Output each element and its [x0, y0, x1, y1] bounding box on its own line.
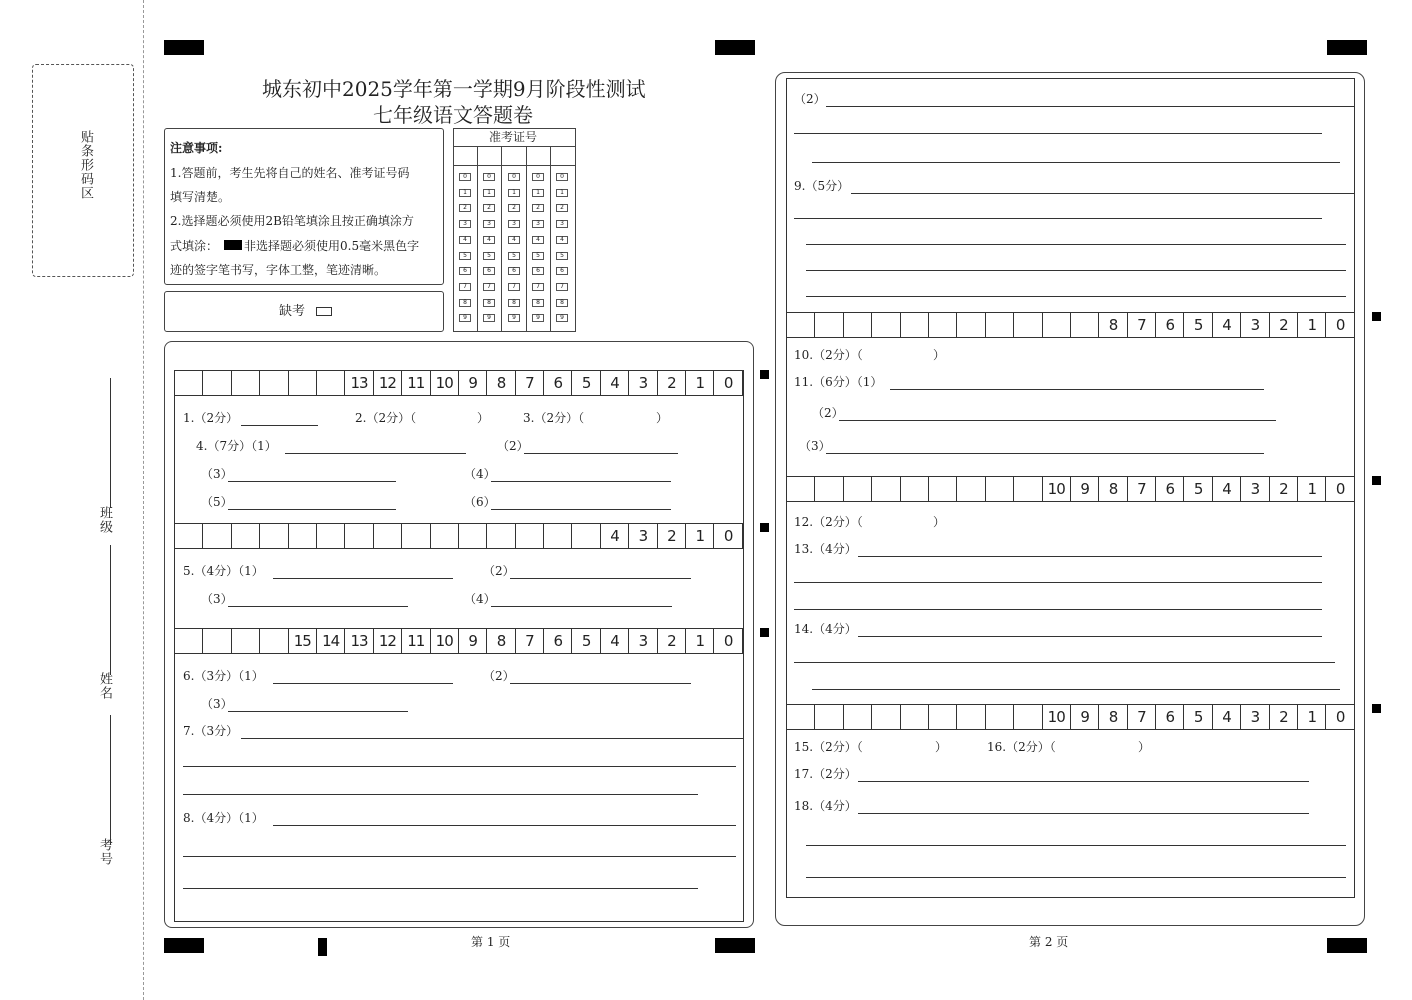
class-line: [110, 378, 111, 508]
score-cell[interactable]: 0: [714, 524, 742, 548]
exam-id-bubble[interactable]: 0: [556, 173, 568, 181]
notice-line: 式填涂：: [170, 239, 219, 253]
q9-line[interactable]: [806, 244, 1346, 245]
score-blank-cell: [901, 477, 929, 501]
score-cell[interactable]: 7: [1128, 313, 1156, 337]
exam-id-bubble[interactable]: 1: [483, 189, 495, 197]
q4-3-line[interactable]: [228, 481, 396, 482]
q1-label: 1.（2分）: [183, 411, 239, 425]
timing-mark: [1372, 476, 1381, 485]
score-blank-cell: [345, 524, 373, 548]
score-blank-cell: [402, 524, 430, 548]
score-cell[interactable]: 5: [1184, 705, 1212, 729]
score-cell[interactable]: 1: [1298, 477, 1326, 501]
q8-line[interactable]: [183, 856, 736, 857]
q8-label: 8.（4分）（1）: [183, 811, 264, 825]
exam-id-bubble[interactable]: 5: [556, 252, 568, 260]
score-blank-cell: [260, 629, 288, 653]
score-cell[interactable]: 4: [601, 371, 629, 395]
q8-2-line[interactable]: [826, 106, 1355, 107]
score-strip-10: [786, 704, 1355, 730]
q1-line[interactable]: [241, 425, 318, 426]
score-blank-cell: [815, 477, 843, 501]
score-cell[interactable]: 10: [1043, 477, 1071, 501]
score-blank-cell: [260, 524, 288, 548]
q16-close: ）: [1138, 740, 1151, 754]
q5-4-label: （4）: [464, 592, 496, 606]
notice-line: 2.选择题必须使用2B铅笔填涂且按正确填涂方: [170, 214, 414, 228]
exam-id-bubble[interactable]: 8: [556, 299, 568, 307]
timing-mark: [760, 370, 769, 379]
timing-mark: [318, 938, 327, 956]
score-cell[interactable]: 11: [402, 371, 430, 395]
exam-id-bubble[interactable]: 2: [508, 204, 520, 212]
score-cell[interactable]: 5: [572, 629, 600, 653]
notice-line: 迹的签字笔书写，字体工整，笔迹清晰。: [170, 263, 387, 277]
q9-line[interactable]: [794, 218, 1322, 219]
timing-mark: [1372, 704, 1381, 713]
exam-id-bubble[interactable]: 6: [556, 267, 568, 275]
exam-id-bubble[interactable]: 4: [483, 236, 495, 244]
exam-id-bubble[interactable]: 8: [483, 299, 495, 307]
q9-line[interactable]: [806, 270, 1346, 271]
q11-label: 11.（6分）（1）: [794, 375, 883, 389]
q17-line[interactable]: [858, 781, 1309, 782]
score-blank-cell: [872, 705, 900, 729]
score-blank-cell: [957, 313, 985, 337]
score-blank-cell: [175, 524, 203, 548]
q4-2-label: （2）: [497, 439, 529, 453]
exam-id-bubble[interactable]: 2: [556, 204, 568, 212]
q18-label: 18.（4分）: [794, 799, 857, 813]
exam-id-bubble[interactable]: 8: [508, 299, 520, 307]
exam-id-bubble[interactable]: 3: [459, 220, 471, 228]
exam-id-bubble[interactable]: 2: [483, 204, 495, 212]
score-strip-4: [174, 523, 743, 549]
score-blank-cell: [929, 705, 957, 729]
score-cell[interactable]: 3: [629, 371, 657, 395]
q4-1-line[interactable]: [285, 453, 466, 454]
score-cell[interactable]: 5: [1184, 477, 1212, 501]
exam-id-bubble[interactable]: 5: [459, 252, 471, 260]
notice-line: 1.答题前，考生先将自己的姓名、准考证号码: [170, 166, 410, 180]
q4-4-line[interactable]: [491, 481, 671, 482]
exam-id-bubble[interactable]: 1: [459, 189, 471, 197]
exam-id-bubble[interactable]: 0: [532, 173, 544, 181]
q8-line[interactable]: [183, 888, 698, 889]
q18-line[interactable]: [806, 845, 1346, 846]
q2-label: 2.（2分）（: [355, 411, 417, 425]
notice-line: 非选择题必须使用0.5毫米黑色字: [244, 239, 420, 253]
q15-close: ）: [935, 740, 948, 754]
score-blank-cell: [901, 705, 929, 729]
score-blank-cell: [572, 524, 600, 548]
score-blank-cell: [986, 477, 1014, 501]
score-cell[interactable]: 12: [374, 371, 402, 395]
score-blank-cell: [203, 629, 231, 653]
score-cell[interactable]: 0: [714, 371, 742, 395]
q9-line[interactable]: [851, 193, 1355, 194]
score-cell[interactable]: 5: [572, 371, 600, 395]
q8-2-line[interactable]: [812, 162, 1340, 163]
score-blank-cell: [317, 371, 345, 395]
score-cell[interactable]: 6: [1156, 313, 1184, 337]
score-blank-cell: [516, 524, 544, 548]
q11-3-label: （3）: [799, 439, 831, 453]
score-cell[interactable]: 11: [402, 629, 430, 653]
score-blank-cell: [431, 524, 459, 548]
score-blank-cell: [787, 477, 815, 501]
exam-id-bubble[interactable]: 2: [459, 204, 471, 212]
score-blank-cell: [872, 477, 900, 501]
exam-id-bubble[interactable]: 7: [459, 283, 471, 291]
score-cell[interactable]: 7: [516, 371, 544, 395]
q6-label: 6.（3分）（1）: [183, 669, 264, 683]
score-cell[interactable]: 3: [629, 629, 657, 653]
score-cell[interactable]: 0: [1326, 313, 1354, 337]
score-blank-cell: [872, 313, 900, 337]
score-blank-cell: [260, 371, 288, 395]
q4-label: 4.（7分）（1）: [196, 439, 277, 453]
q5-3-label: （3）: [201, 592, 233, 606]
score-cell[interactable]: 2: [1270, 705, 1298, 729]
score-cell[interactable]: 4: [601, 524, 629, 548]
score-blank-cell: [957, 705, 985, 729]
exam-id-bubble[interactable]: 1: [556, 189, 568, 197]
exam-id-bubble[interactable]: 6: [483, 267, 495, 275]
score-blank-cell: [175, 371, 203, 395]
exam-id-bubble[interactable]: 9: [532, 314, 544, 322]
q13-line[interactable]: [794, 582, 1322, 583]
score-cell[interactable]: 7: [1128, 477, 1156, 501]
exam-id-col-sep: [501, 146, 502, 332]
page-title: 城东初中2025学年第一学期9月阶段性测试: [262, 77, 646, 101]
class-label: 班级: [97, 506, 112, 534]
notice-heading: 注意事项:: [170, 141, 223, 155]
score-blank-cell: [544, 524, 572, 548]
score-cell[interactable]: 13: [345, 629, 373, 653]
page1-number: 第 1 页: [471, 935, 511, 949]
score-blank-cell: [815, 313, 843, 337]
score-blank-cell: [844, 705, 872, 729]
score-blank-cell: [1014, 313, 1042, 337]
score-cell[interactable]: 0: [1326, 477, 1354, 501]
name-line: [110, 545, 111, 675]
score-cell[interactable]: 12: [374, 629, 402, 653]
score-cell[interactable]: 9: [1071, 477, 1099, 501]
q14-line[interactable]: [794, 662, 1335, 663]
score-blank-cell: [232, 371, 260, 395]
q13-label: 13.（4分）: [794, 542, 857, 556]
exam-id-bubble[interactable]: 1: [508, 189, 520, 197]
q8-2-line[interactable]: [794, 133, 1322, 134]
q10-label: 10.（2分）（: [794, 348, 863, 362]
score-blank-cell: [1071, 313, 1099, 337]
exam-id-col-sep: [477, 146, 478, 332]
score-cell[interactable]: 4: [1213, 705, 1241, 729]
exam-id-bubble[interactable]: 9: [459, 314, 471, 322]
score-cell[interactable]: 2: [1270, 477, 1298, 501]
exam-id-bubble[interactable]: 4: [508, 236, 520, 244]
score-cell[interactable]: 8: [487, 371, 515, 395]
exam-id-col-sep: [550, 146, 551, 332]
q6-1-line[interactable]: [273, 683, 453, 684]
score-cell[interactable]: 2: [1270, 313, 1298, 337]
score-blank-cell: [232, 524, 260, 548]
exam-id-bubble[interactable]: 9: [556, 314, 568, 322]
score-cell[interactable]: 3: [1241, 705, 1269, 729]
q6-3-label: （3）: [201, 697, 233, 711]
score-cell[interactable]: 0: [1326, 705, 1354, 729]
score-cell[interactable]: 6: [1156, 477, 1184, 501]
score-cell[interactable]: 1: [686, 524, 714, 548]
score-cell[interactable]: 7: [516, 629, 544, 653]
timing-mark: [760, 523, 769, 532]
q18-line[interactable]: [858, 813, 1309, 814]
q5-2-label: （2）: [483, 564, 515, 578]
exam-id-input-row: [453, 165, 576, 166]
q3-close: ）: [656, 411, 669, 425]
q6-2-line[interactable]: [510, 683, 691, 684]
q4-2-line[interactable]: [524, 453, 678, 454]
q9-line[interactable]: [806, 296, 1346, 297]
score-blank-cell: [929, 477, 957, 501]
q7-label: 7.（3分）: [183, 724, 239, 738]
corner-mark: [715, 40, 755, 55]
q6-2-label: （2）: [483, 669, 515, 683]
q12-close: ）: [933, 515, 946, 529]
q8-line[interactable]: [273, 825, 736, 826]
q2-close: ）: [477, 411, 490, 425]
score-blank-cell: [1014, 705, 1042, 729]
score-cell[interactable]: 1: [686, 629, 714, 653]
exam-id-bubble[interactable]: 3: [508, 220, 520, 228]
score-cell[interactable]: 14: [317, 629, 345, 653]
score-cell[interactable]: 3: [1241, 477, 1269, 501]
q11-3-line[interactable]: [826, 453, 1264, 454]
q5-1-line[interactable]: [273, 578, 453, 579]
q5-4-line[interactable]: [491, 606, 672, 607]
exam-id-bubble[interactable]: 5: [508, 252, 520, 260]
score-cell[interactable]: 9: [459, 629, 487, 653]
timing-mark: [1372, 312, 1381, 321]
score-blank-cell: [1014, 477, 1042, 501]
q13-line[interactable]: [858, 556, 1322, 557]
q4-4-label: （4）: [464, 467, 496, 481]
q4-5-label: （5）: [201, 495, 233, 509]
student-id-label: 考号: [97, 838, 112, 866]
q4-6-line[interactable]: [491, 509, 671, 510]
q7-line[interactable]: [183, 794, 698, 795]
score-cell[interactable]: 8: [487, 629, 515, 653]
fold-line: [143, 0, 144, 1000]
score-cell[interactable]: 2: [658, 524, 686, 548]
q5-label: 5.（4分）（1）: [183, 564, 264, 578]
corner-mark: [1327, 938, 1367, 953]
q5-3-line[interactable]: [228, 606, 408, 607]
exam-id-col-sep: [526, 146, 527, 332]
score-blank-cell: [844, 313, 872, 337]
exam-id-bubble[interactable]: 4: [532, 236, 544, 244]
score-cell[interactable]: 6: [544, 371, 572, 395]
q4-6-label: （6）: [464, 495, 496, 509]
exam-id-bubble[interactable]: 6: [459, 267, 471, 275]
q9-label: 9.（5分）: [794, 179, 850, 193]
q6-3-line[interactable]: [228, 711, 408, 712]
exam-id-bubble[interactable]: 5: [532, 252, 544, 260]
corner-mark: [1327, 40, 1367, 55]
exam-id-bubble[interactable]: 7: [532, 283, 544, 291]
score-blank-cell: [374, 524, 402, 548]
exam-id-bubble[interactable]: 7: [556, 283, 568, 291]
exam-id-bubble[interactable]: 2: [532, 204, 544, 212]
q13-line[interactable]: [794, 609, 1322, 610]
q7-line[interactable]: [183, 766, 736, 767]
page2-number: 第 2 页: [1029, 935, 1069, 949]
score-cell[interactable]: 6: [544, 629, 572, 653]
q4-5-line[interactable]: [228, 509, 396, 510]
score-cell[interactable]: 5: [1184, 313, 1212, 337]
score-blank-cell: [815, 705, 843, 729]
score-cell[interactable]: 1: [1298, 705, 1326, 729]
score-cell[interactable]: 0: [714, 629, 742, 653]
exam-id-bubble[interactable]: 6: [532, 267, 544, 275]
q8-2-label: （2）: [794, 92, 826, 106]
exam-id-bubble[interactable]: 6: [508, 267, 520, 275]
score-blank-cell: [986, 313, 1014, 337]
q11-1-line[interactable]: [890, 389, 1264, 390]
q17-label: 17.（2分）: [794, 767, 857, 781]
exam-id-bubble[interactable]: 8: [532, 299, 544, 307]
q14-line[interactable]: [812, 689, 1340, 690]
exam-id-bubble[interactable]: 5: [483, 252, 495, 260]
score-blank-cell: [203, 371, 231, 395]
notice-line: 填写清楚。: [170, 190, 231, 204]
score-cell[interactable]: 10: [431, 629, 459, 653]
score-blank-cell: [289, 524, 317, 548]
barcode-label: 贴条形码区: [78, 130, 93, 200]
score-cell[interactable]: 4: [1213, 313, 1241, 337]
absent-checkbox[interactable]: [316, 307, 332, 316]
q11-2-line[interactable]: [839, 420, 1276, 421]
exam-id-bubble[interactable]: 3: [556, 220, 568, 228]
score-blank-cell: [1043, 313, 1071, 337]
score-blank-cell: [787, 313, 815, 337]
exam-id-header: [453, 146, 576, 147]
q3-label: 3.（2分）（: [523, 411, 585, 425]
score-cell[interactable]: 9: [459, 371, 487, 395]
score-blank-cell: [175, 629, 203, 653]
q14-line[interactable]: [858, 636, 1322, 637]
score-cell[interactable]: 13: [345, 371, 373, 395]
q4-3-label: （3）: [201, 467, 233, 481]
exam-id-bubble[interactable]: 3: [532, 220, 544, 228]
score-strip-8: [786, 312, 1355, 338]
exam-id-bubble[interactable]: 0: [483, 173, 495, 181]
score-blank-cell: [929, 313, 957, 337]
score-cell[interactable]: 10: [1043, 705, 1071, 729]
exam-id-bubble[interactable]: 0: [508, 173, 520, 181]
score-blank-cell: [459, 524, 487, 548]
score-cell[interactable]: 4: [601, 629, 629, 653]
id-line: [110, 715, 111, 845]
exam-id-bubble[interactable]: 9: [508, 314, 520, 322]
score-cell[interactable]: 7: [1128, 705, 1156, 729]
exam-id-bubble[interactable]: 7: [508, 283, 520, 291]
score-strip-13: [174, 370, 743, 396]
score-blank-cell: [986, 705, 1014, 729]
page-subtitle: 七年级语文答题卷: [373, 103, 533, 127]
score-strip-15: [174, 628, 743, 654]
score-cell[interactable]: 4: [1213, 477, 1241, 501]
q12-label: 12.（2分）（: [794, 515, 863, 529]
score-strip-10: [786, 476, 1355, 502]
score-cell[interactable]: 6: [1156, 705, 1184, 729]
score-blank-cell: [203, 524, 231, 548]
score-cell[interactable]: 3: [1241, 313, 1269, 337]
score-blank-cell: [487, 524, 515, 548]
score-cell[interactable]: 10: [431, 371, 459, 395]
q15-label: 15.（2分）（: [794, 740, 863, 754]
exam-id-bubble[interactable]: 4: [556, 236, 568, 244]
score-blank-cell: [317, 524, 345, 548]
q5-2-line[interactable]: [510, 578, 691, 579]
score-cell[interactable]: 8: [1099, 313, 1127, 337]
score-blank-cell: [787, 705, 815, 729]
fill-sample: [224, 240, 242, 250]
score-blank-cell: [844, 477, 872, 501]
q16-label: 16.（2分）（: [987, 740, 1056, 754]
exam-id-title: 准考证号: [489, 130, 538, 144]
corner-mark: [164, 40, 204, 55]
timing-mark: [760, 628, 769, 637]
q10-close: ）: [933, 348, 946, 362]
exam-id-bubble[interactable]: 8: [459, 299, 471, 307]
exam-id-bubble[interactable]: 3: [483, 220, 495, 228]
score-cell[interactable]: 2: [658, 629, 686, 653]
exam-id-bubble[interactable]: 0: [459, 173, 471, 181]
score-cell[interactable]: 15: [289, 629, 317, 653]
score-blank-cell: [232, 629, 260, 653]
score-blank-cell: [289, 371, 317, 395]
exam-id-bubble[interactable]: 7: [483, 283, 495, 291]
name-label: 姓名: [97, 672, 112, 700]
q18-line[interactable]: [806, 877, 1346, 878]
exam-id-bubble[interactable]: 1: [532, 189, 544, 197]
score-blank-cell: [957, 477, 985, 501]
score-cell[interactable]: 8: [1099, 477, 1127, 501]
corner-mark: [715, 938, 755, 953]
exam-id-bubble[interactable]: 9: [483, 314, 495, 322]
q11-2-label: （2）: [812, 406, 844, 420]
corner-mark: [164, 938, 204, 953]
score-cell[interactable]: 9: [1071, 705, 1099, 729]
q7-line[interactable]: [241, 738, 744, 739]
score-blank-cell: [901, 313, 929, 337]
score-cell[interactable]: 3: [629, 524, 657, 548]
q14-label: 14.（4分）: [794, 622, 857, 636]
score-cell[interactable]: 2: [658, 371, 686, 395]
exam-id-bubble[interactable]: 4: [459, 236, 471, 244]
absent-label: 缺考: [279, 304, 306, 319]
score-cell[interactable]: 1: [686, 371, 714, 395]
score-cell[interactable]: 1: [1298, 313, 1326, 337]
score-cell[interactable]: 8: [1099, 705, 1127, 729]
